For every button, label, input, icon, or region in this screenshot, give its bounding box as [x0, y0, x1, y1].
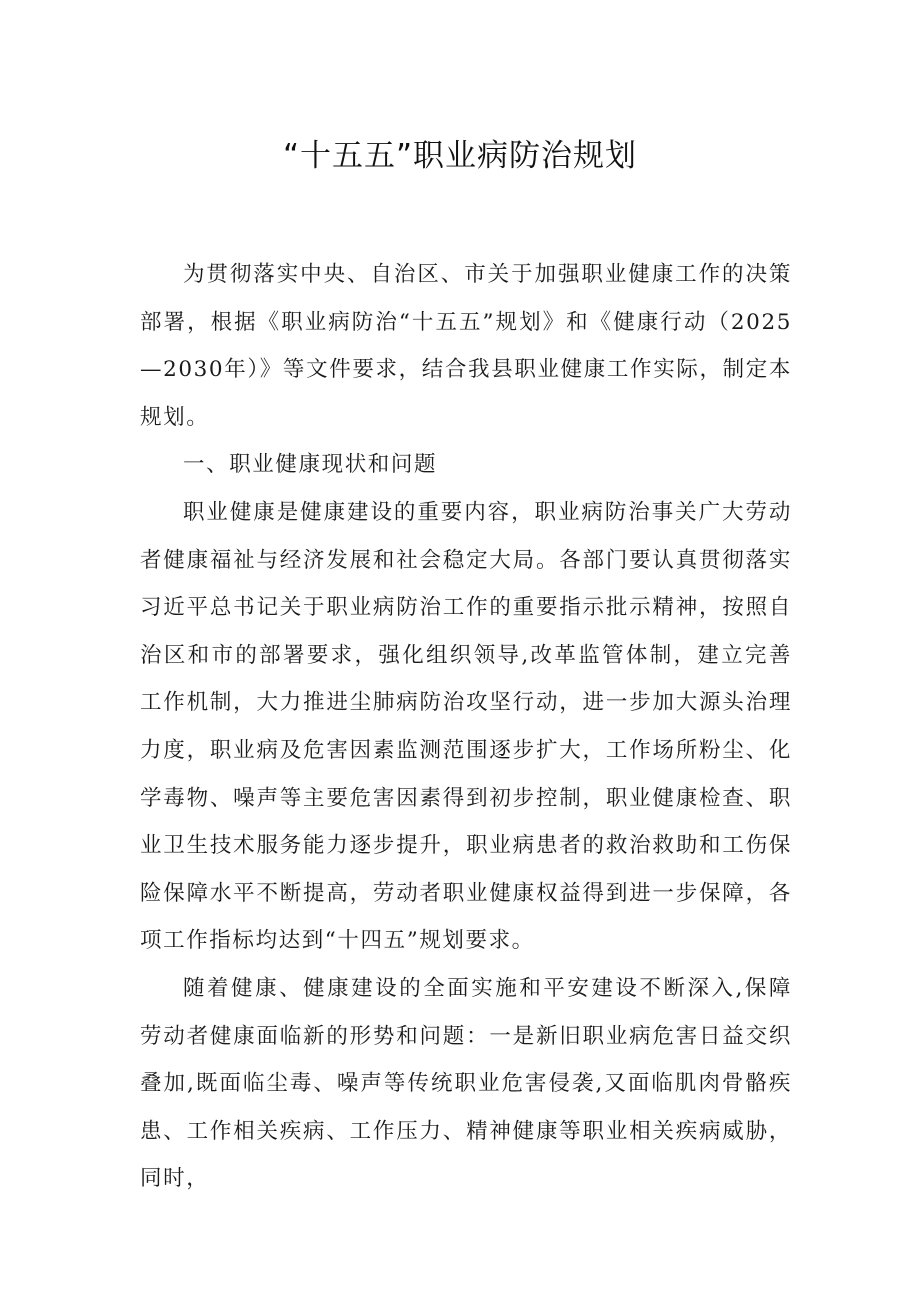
status-paragraph: 职业健康是健康建设的重要内容，职业病防治事关广大劳动者健康福祉与经济发展和社会稳定大局。各部门要认真贯彻落实习近平总书记关于职业病防治工作的重要指示批示精神，按照自治区和市的部署要求，强化组织领导,改革监管体制，建立完善工作机制，大力推进尘肺病防治攻坚行动，进一步加大源头治理力度，职业病及危害因素监测范围逐步扩大，工作场所粉尘、化学毒物、噪声等主要危害因素得到初步控制，职业健康检查、职业卫生技术服务能力逐步提升，职业病患者的救治救助和工伤保险保障水平不断提高，劳动者职业健康权益得到进一步保障，各项工作指标均达到“十四五”规划要求。	[140, 499, 792, 954]
problems-paragraph: 随着健康、健康建设的全面实施和平安建设不断深入,保障劳动者健康面临新的形势和问题：一是新旧职业病危害日益交织叠加,既面临尘毒、噪声等传统职业危害侵袭,又面临肌肉骨骼疾患、工作相关疾病、工作压力、精神健康等职业相关疾病威胁，同时，	[140, 975, 792, 1192]
document-title: “十五五”职业病防治规划	[282, 138, 638, 174]
section-heading: 一、职业健康现状和问题	[183, 452, 438, 478]
intro-paragraph: 为贯彻落实中央、自治区、市关于加强职业健康工作的决策部署，根据《职业病防治“十五五”规划》和《健康行动（2025—2030年）》等文件要求，结合我县职业健康工作实际，制定本规划。	[140, 262, 792, 430]
document-body	[140, 251, 792, 1203]
